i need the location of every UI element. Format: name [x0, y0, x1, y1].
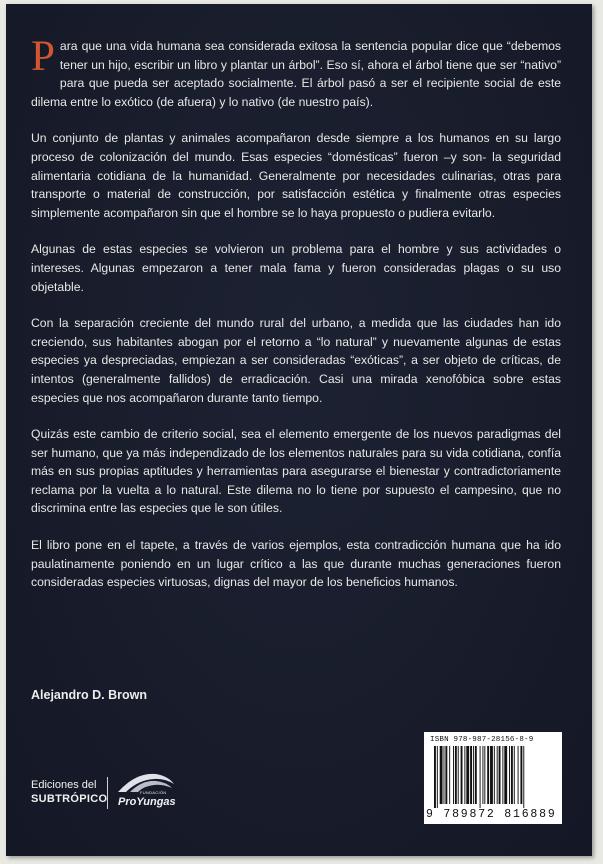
blurb-text: [31, 33, 561, 610]
paragraph-6: El libro pone en el tapete, a través de varios ejemplos, esta contradicción humana que ha ido paulatinamente poniendo en un lugar crítico a las que durante muchas generaciones fueron consideradas especies virtuosas, dignas del mayor de los beneficios humanos.: [31, 538, 561, 590]
paragraph-5: Quizás este cambio de criterio social, sea el elemento emergente de los nuevos paradigmas del ser humano, que ya más independizado de los elementos naturales para su vida cotidiana, confía más en sus propias aptitudes y herramientas para asegurarse el bienestar y contradictoriamente reclama por la vuelta a lo natural. Este dilema no lo tiene por supuesto el campesino, que no discrimina entre las especies que le son útiles.: [31, 427, 561, 516]
publisher-line-2: SUBTRÓPICO: [31, 793, 108, 805]
author-name: Alejandro D. Brown: [31, 688, 147, 702]
publisher-line-1: Ediciones del: [31, 779, 97, 791]
paragraph-4: Con la separación creciente del mundo rural del urbano, a medida que las ciudades han ido creciendo, sus habitantes abogan por el retorno a “lo natural” y nuevamente algunas de estas especies ya despreciadas, empiezan a ser consideradas “exóticas”, a ser objeto de críticas, de intentos (generalmente fallidos) de erradicación. Casi una mirada xenofóbica sobre estas especies que nos acompañaron durante tanto tiempo.: [31, 316, 561, 405]
barcode-digits: 9 789872 816889: [426, 808, 557, 821]
barcode-icon: [434, 746, 552, 808]
book-back-cover: [6, 4, 592, 856]
logo-divider: [107, 777, 108, 809]
barcode-panel: [424, 732, 562, 824]
paragraph-1: [31, 33, 561, 111]
foundation-name: ProYungas: [118, 796, 176, 808]
foundation-small-label: FUNDACIÓN: [140, 790, 167, 795]
drop-cap: P: [31, 33, 55, 80]
publisher-logo-subtropico: [31, 778, 107, 806]
paragraph-2: Un conjunto de plantas y animales acompañaron desde siempre a los humanos en su largo proceso de colonización del mundo. Esas especies “domésticas” fueron –y son- la seguridad alimentaria cotidiana de la humanidad. Generalmente por necesidades culinarias, otras para transporte o material de construcción, por satisfacción estética y finalmente otras especies simplemente acompañaron sin que el hombre se lo haya propuesto o pudiera evitarlo.: [31, 131, 561, 220]
paragraph-1-text: ara que una vida humana sea considerada exitosa la sentencia popular dice que “debemos tener un hijo, escribir un libro y plantar un árbol”. Eso sí, ahora el árbol tiene que ser “nativo” para que pueda ser aceptado socialmente. El árbol pasó a ser el recipiente social de este dilema entre lo exótico (de afuera) y lo nativo (de nuestro país).: [31, 39, 561, 109]
publisher-logo-proyungas: [114, 768, 178, 812]
paragraph-3: Algunas de estas especies se volvieron un problema para el hombre y sus actividades o intereses. Algunas empezaron a tener mala fama y fueron consideradas plagas o su uso objetable.: [31, 242, 561, 294]
isbn-label: ISBN 978-987-28156-8-9: [430, 736, 534, 744]
